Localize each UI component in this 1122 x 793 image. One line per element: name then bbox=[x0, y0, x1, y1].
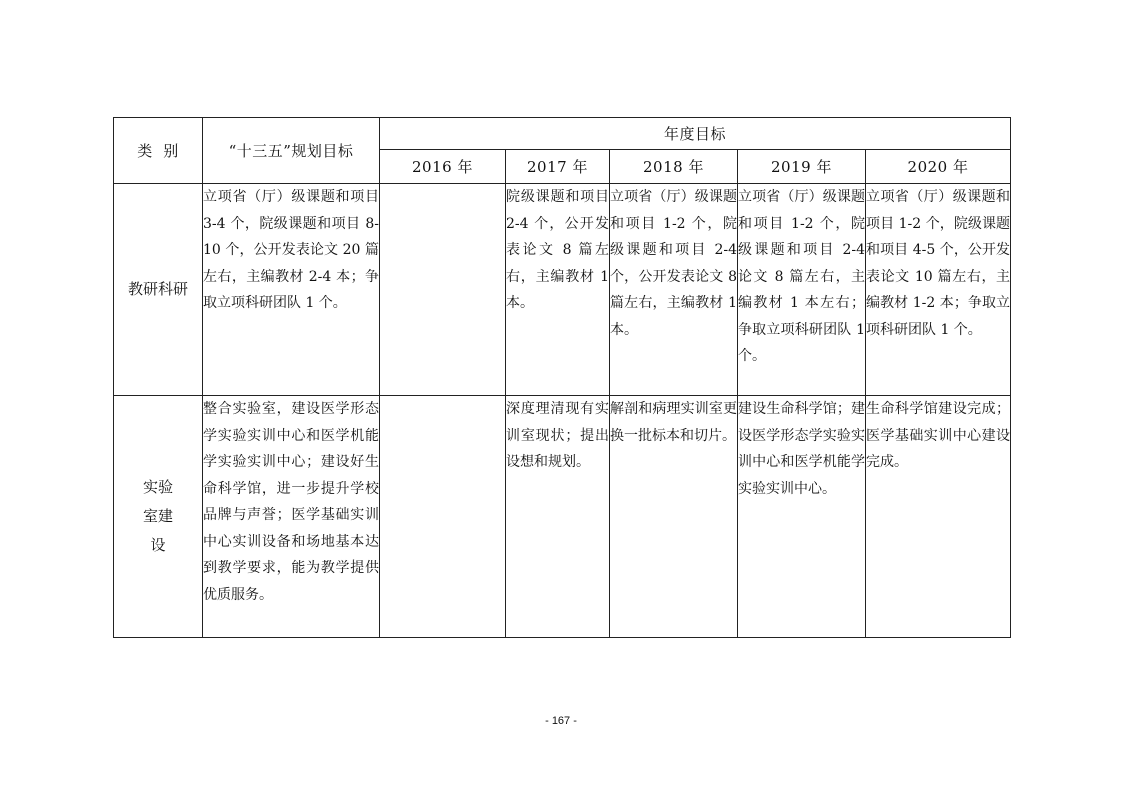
year-2019-cell: 立项省（厅）级课题和项目 1-2 个，院级课题和项目 2-4 论文 8 篇左右，主编教材 1 本左右；争取立项科研团队 1 个。 bbox=[738, 184, 866, 396]
year-2016-cell bbox=[380, 184, 506, 396]
header-year-2018: 2018 年 bbox=[610, 150, 738, 184]
year-2017-cell: 深度理清现有实训室现状；提出设想和规划。 bbox=[506, 396, 610, 638]
table-row bbox=[114, 184, 1011, 396]
year-2016-cell bbox=[380, 396, 506, 638]
goal-table bbox=[113, 117, 1011, 638]
row-category bbox=[114, 396, 203, 638]
year-2019-cell: 建设生命科学馆；建设医学形态学实验实训中心和医学机能学实验实训中心。 bbox=[738, 396, 866, 638]
plan-goal-cell: 整合实验室，建设医学形态学实验实训中心和医学机能学实验实训中心；建设好生命科学馆，进一步提升学校品牌与声誉；医学基础实训中心实训设备和场地基本达到教学要求，能为教学提供优质服务。 bbox=[203, 396, 380, 638]
year-2017-cell: 院级课题和项目 2-4 个，公开发表论文 8 篇左右，主编教材 1 本。 bbox=[506, 184, 610, 396]
header-year-2020: 2020 年 bbox=[866, 150, 1011, 184]
year-2020-cell: 立项省（厅）级课题和项目 1-2 个，院级课题和项目 4-5 个，公开发表论文 10 篇左右，主编教材 1-2 本；争取立项科研团队 1 个。 bbox=[866, 184, 1011, 396]
page-number: - 167 - bbox=[545, 715, 577, 727]
header-plan-goal: “十三五”规划目标 bbox=[203, 118, 380, 184]
header-year-2016: 2016 年 bbox=[380, 150, 506, 184]
row-category-text: 实验室建设 bbox=[142, 478, 173, 554]
header-category: 类 别 bbox=[114, 118, 203, 184]
plan-goal-cell: 立项省（厅）级课题和项目 3-4 个，院级课题和项目 8-10 个，公开发表论文 20 篇左右，主编教材 2-4 本；争取立项科研团队 1 个。 bbox=[203, 184, 380, 396]
row-category: 教研科研 bbox=[114, 184, 203, 396]
year-2018-cell: 解剖和病理实训室更换一批标本和切片。 bbox=[610, 396, 738, 638]
year-2020-cell: 生命科学馆建设完成；医学基础实训中心建设完成。 bbox=[866, 396, 1011, 638]
header-year-2017: 2017 年 bbox=[506, 150, 610, 184]
header-year-2019: 2019 年 bbox=[738, 150, 866, 184]
year-2018-cell: 立项省（厅）级课题和项目 1-2 个，院级课题和项目 2-4 个，公开发表论文 8 篇左右，主编教材 1 本。 bbox=[610, 184, 738, 396]
header-annual-goal: 年度目标 bbox=[380, 118, 1011, 150]
table-row bbox=[114, 396, 1011, 638]
